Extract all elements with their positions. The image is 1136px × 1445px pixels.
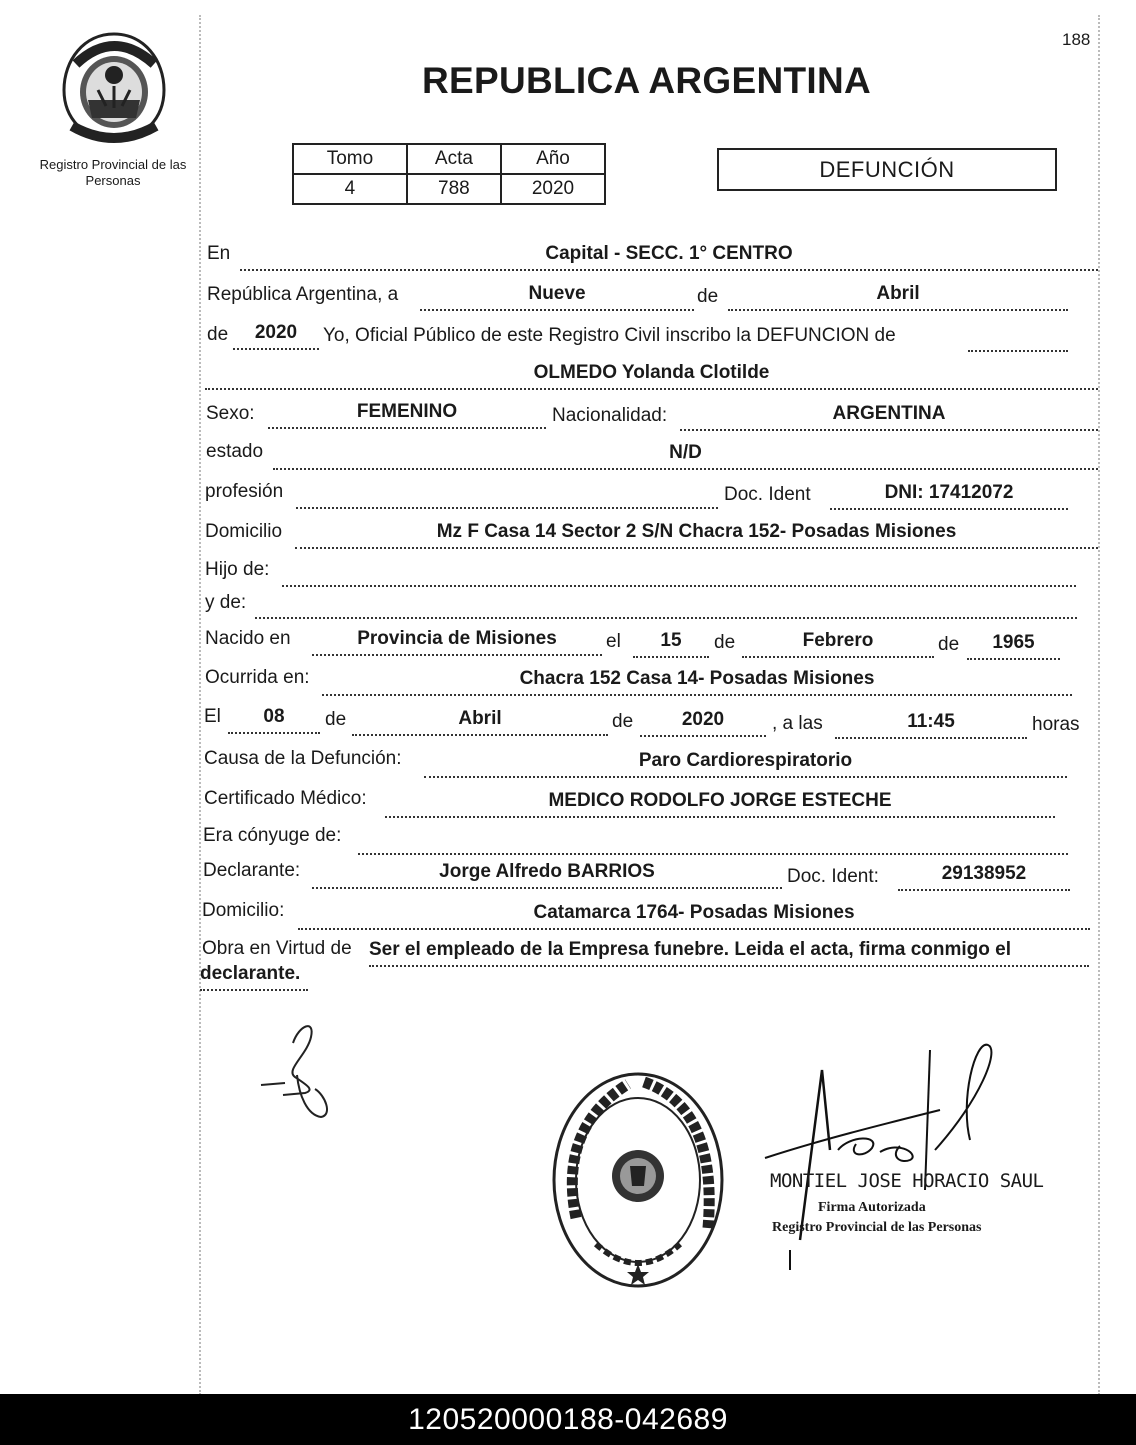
sex-field [268,401,546,429]
death-time-field [835,711,1027,739]
nationality-field [680,403,1098,431]
label-doc-ident-2: Doc. Ident: [787,866,879,887]
label-obra: Obra en Virtud de [202,938,352,959]
cause-value: Paro Cardiorespiratorio [638,750,853,771]
label-hijo-de: Hijo de: [205,559,270,580]
label-domicilio: Domicilio [205,521,283,542]
birth-year-value: 1965 [992,632,1035,653]
official-name: MONTIEL JOSE HORACIO SAUL [770,1170,1044,1192]
label-certificado: Certificado Médico: [204,788,367,809]
registry-name: Registro Provincial de las Personas [39,157,187,188]
birth-month-value: Febrero [802,630,874,651]
label-domicilio-2: Domicilio: [202,900,285,921]
birth-month-field [742,630,934,658]
label-profesion: profesión [205,481,284,502]
birth-place-value: Provincia de Misiones [357,628,557,649]
label-de-6: de [612,711,634,732]
civil-status-field [273,442,1098,470]
father-field [282,559,1076,587]
nationality-value: ARGENTINA [832,403,946,424]
label-causa: Causa de la Defunción: [204,748,402,769]
declarant-doc-field [898,863,1070,891]
doc-id-value: DNI: 17412072 [884,482,1014,503]
civil-status-value: N/D [669,442,702,463]
month-field [728,283,1068,311]
by-virtue-field-2 [200,963,308,991]
document-code-bar [0,1394,1136,1445]
label-de-4: de [938,634,960,655]
label-de-2: de [207,324,229,345]
misiones-province-seal-icon [58,30,170,145]
label-a-las: , a las [772,713,823,734]
label-doc-ident: Doc. Ident [724,484,811,505]
official-stamp [548,1068,728,1293]
doc-id-field [830,482,1068,510]
birth-day-value: 15 [660,630,682,651]
acta-value: 788 [407,174,501,204]
label-en: En [207,243,231,264]
label-oficial: Yo, Oficial Público de este Registro Civil inscribo la DEFUNCION de [323,325,896,346]
declarant-doc-value: 29138952 [941,863,1027,884]
day-value: Nueve [528,283,586,304]
label-nacionalidad: Nacionalidad: [552,405,668,426]
right-margin-line [1098,15,1100,1395]
declarant-address-field [298,902,1090,930]
declarant-value: Jorge Alfredo BARRIOS [439,861,655,882]
death-year-value: 2020 [681,709,725,730]
left-margin-line [199,15,201,1395]
death-year-field [640,709,766,737]
address-value: Mz F Casa 14 Sector 2 S/N Chacra 152- Posadas Misiones [436,521,957,542]
official-role: Firma Autorizada [818,1200,926,1215]
registry-table [292,143,606,205]
death-time-value: 11:45 [907,711,955,732]
day-field [420,283,694,311]
month-value: Abril [876,283,920,304]
label-el-cap: El [204,706,221,727]
death-month-value: Abril [458,708,502,729]
death-place-value: Chacra 152 Casa 14- Posadas Misiones [519,668,875,689]
declarant-field [312,861,782,889]
address-field [295,521,1098,549]
death-month-field [352,708,608,736]
document-code: 120520000188-042689 [408,1403,728,1436]
birth-day-field [633,630,709,658]
medical-certificate-field [385,790,1055,818]
label-el: el [606,631,621,652]
tomo-header: Tomo [293,144,407,174]
cause-field [424,750,1067,778]
declarant-signature [255,1015,345,1125]
label-declarante: Declarante: [203,860,301,881]
birth-place-field [312,628,602,656]
acta-header: Acta [407,144,501,174]
page-title: REPUBLICA ARGENTINA [422,60,872,101]
official-org: Registro Provincial de las Personas [772,1220,982,1235]
location-field [240,243,1098,271]
by-virtue-value-1: Ser el empleado de la Empresa funebre. Leida el acta, firma conmigo el [369,939,1012,960]
page-number: 188 [1062,30,1091,49]
by-virtue-field-1 [369,939,1089,967]
medical-certificate-value: MEDICO RODOLFO JORGE ESTECHE [548,790,892,811]
label-sexo: Sexo: [206,403,255,424]
death-place-field [322,668,1072,696]
label-horas: horas [1032,714,1080,735]
ano-header: Año [501,144,605,174]
label-de-3: de [714,632,736,653]
year-value: 2020 [254,322,298,343]
table-row [293,174,605,204]
full-name-value: OLMEDO Yolanda Clotilde [533,362,770,383]
oficial-trailing-field [968,324,1068,352]
label-ocurrida-en: Ocurrida en: [205,667,310,688]
sex-value: FEMENINO [356,401,458,422]
location-value: Capital - SECC. 1° CENTRO [545,243,793,264]
label-y-de: y de: [205,592,247,613]
mother-field [255,591,1077,619]
label-de-5: de [325,709,347,730]
label-conyuge: Era cónyuge de: [203,825,342,846]
by-virtue-value-2: declarante. [200,963,301,984]
label-estado: estado [206,441,264,462]
table-header-row [293,144,605,174]
spouse-field [358,827,1068,855]
label-republica: República Argentina, a [207,284,399,305]
record-type-box: DEFUNCIÓN [717,148,1057,191]
label-de-1: de [697,286,719,307]
death-day-value: 08 [263,706,285,727]
birth-year-field [967,632,1060,660]
profession-field [296,481,718,509]
declarant-address-value: Catamarca 1764- Posadas Misiones [533,902,855,923]
name-field [205,362,1098,390]
ano-value: 2020 [501,174,605,204]
tomo-value: 4 [293,174,407,204]
year-field [233,322,319,350]
label-nacido-en: Nacido en [205,628,291,649]
death-day-field [228,706,320,734]
